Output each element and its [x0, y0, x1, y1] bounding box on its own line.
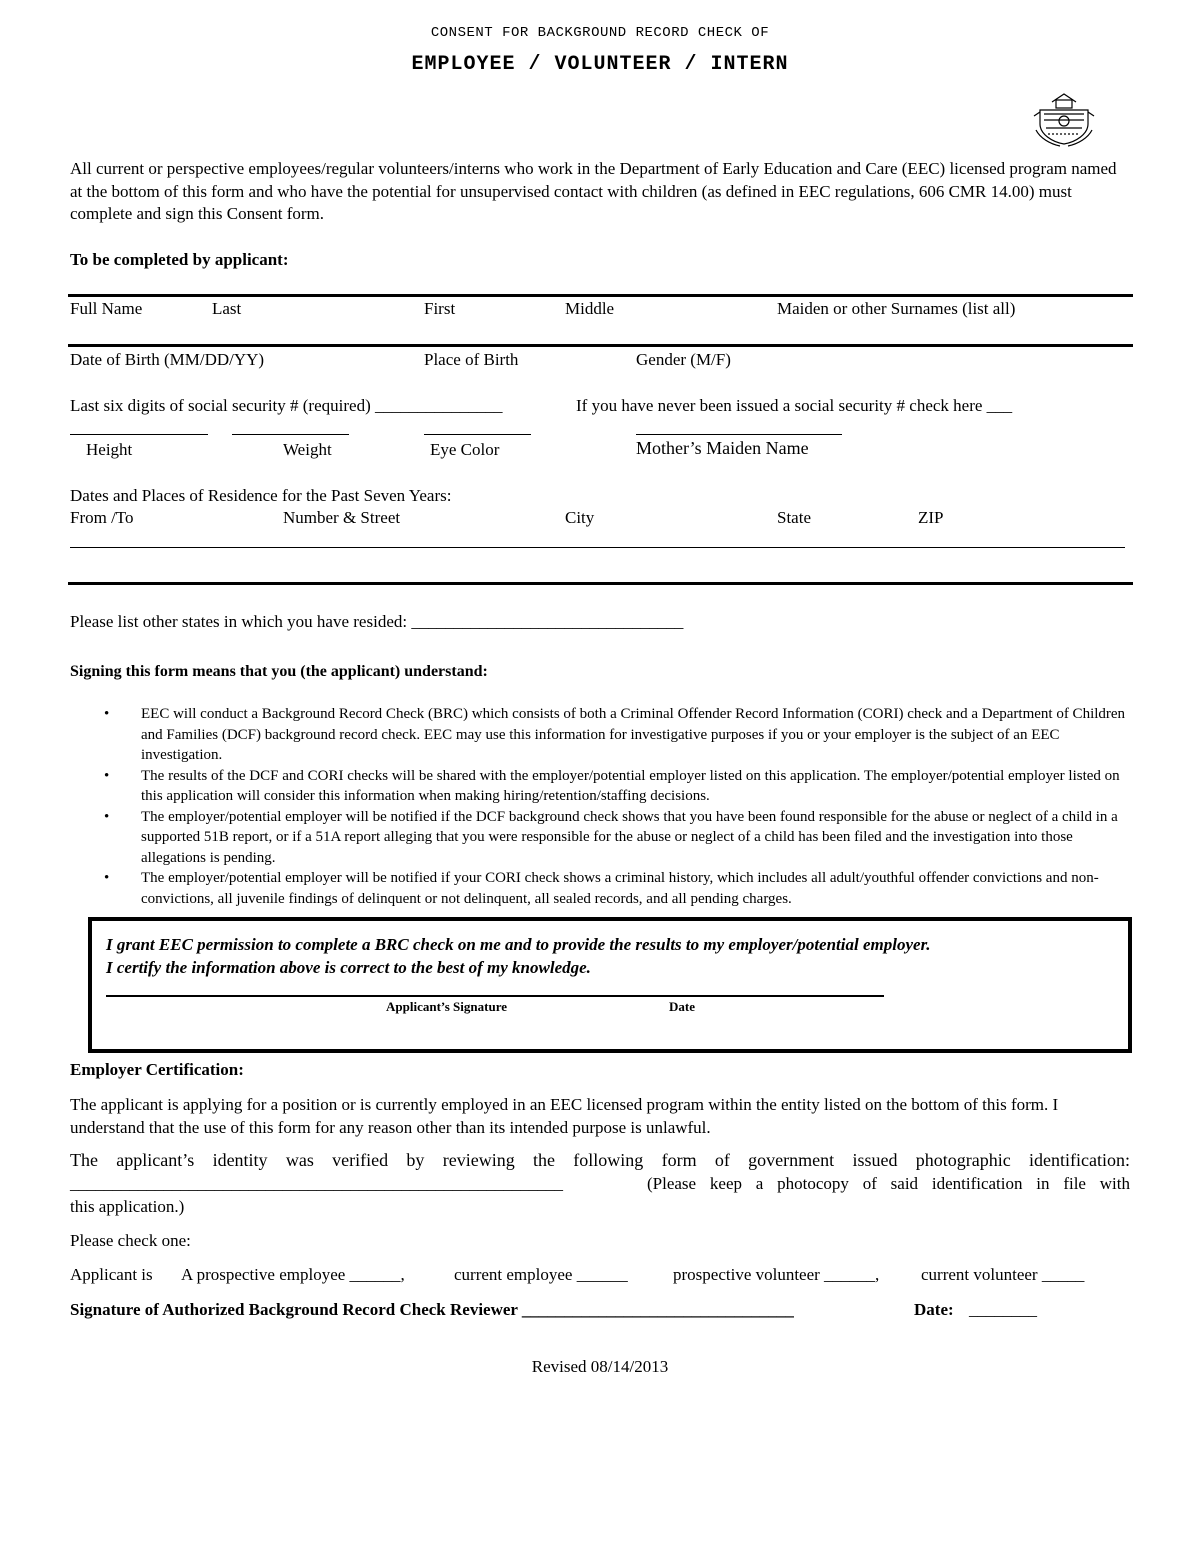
identity-photocopy-note: (Please keep a photocopy of said identification in file with: [647, 1174, 1130, 1193]
understand-item: [104, 807, 1134, 869]
dob-label: Date of Birth (MM/DD/YY): [70, 350, 265, 369]
identity-verified-text: The applicant’s identity was verified by reviewing the following form of government issued photographic identification:: [70, 1150, 1130, 1170]
weight-field-line[interactable]: [232, 434, 349, 435]
employer-cert-paragraph: The applicant is applying for a position or is currently employed in an EEC licensed program within the entity listed on the bottom of this form. I understand that the use of this form for any reason other than its intended purpose is unlawful.: [70, 1095, 1059, 1137]
residence-heading: Dates and Places of Residence for the Past Seven Years:: [70, 486, 452, 505]
residence-city-label: City: [565, 508, 595, 527]
consent-grant-line: I grant EEC permission to complete a BRC check on me and to provide the results to my employer/potential employer.: [106, 935, 931, 954]
bullet-icon: •: [104, 808, 110, 825]
check-one-label: Please check one:: [70, 1231, 191, 1250]
gender-label: Gender (M/F): [636, 350, 731, 369]
residence-zip-label: ZIP: [918, 508, 944, 527]
eye-color-label: Eye Color: [430, 440, 500, 459]
form-title: EMPLOYEE / VOLUNTEER / INTERN: [411, 53, 789, 76]
section-divider-dob: [68, 344, 1133, 347]
current-volunteer-option[interactable]: current volunteer _____: [921, 1265, 1085, 1284]
form-supertitle: CONSENT FOR BACKGROUND RECORD CHECK OF: [430, 25, 770, 41]
height-label: Height: [86, 440, 133, 459]
residence-entry-line[interactable]: [70, 547, 1125, 548]
middle-name-label: Middle: [565, 299, 615, 318]
last-name-label: Last: [212, 299, 242, 318]
identity-id-field[interactable]: __________________________________________________________: [70, 1174, 563, 1193]
understand-item: [104, 766, 1134, 807]
reviewer-date-label: Date:: [914, 1300, 954, 1319]
understand-item-text: The results of the DCF and CORI checks will be shared with the employer/potential employer listed on this application. The employer/potential employer listed on this application will consider this information when making hiring/retention/staffing decisions.: [141, 767, 1120, 804]
section-divider-top: [68, 294, 1133, 297]
employer-cert-heading: Employer Certification:: [70, 1060, 244, 1079]
understand-heading: Signing this form means that you (the applicant) understand:: [70, 663, 488, 680]
prospective-employee-option[interactable]: A prospective employee ______,: [181, 1265, 405, 1284]
identity-photocopy-note-end: this application.): [70, 1197, 185, 1216]
understand-item-text: The employer/potential employer will be notified if the DCF background check shows that you have been found responsible for the abuse or neglect of a child in a supported 51B report, or if a 51A report alleging that you were responsible for the abuse or neglect of a child has been filed and the investigation into those allegations is pending.: [141, 808, 1118, 866]
bullet-icon: •: [104, 870, 110, 886]
applicant-is-label: Applicant is: [70, 1265, 153, 1284]
revised-date: Revised 08/14/2013: [531, 1357, 669, 1376]
residence-from-to-label: From /To: [70, 508, 134, 527]
section-divider-bottom: [68, 582, 1133, 585]
height-field-line[interactable]: [70, 434, 208, 435]
consent-certify-line: I certify the information above is correct to the best of my knowledge.: [106, 958, 591, 977]
place-of-birth-label: Place of Birth: [424, 350, 519, 369]
mothers-maiden-field-line[interactable]: [636, 434, 842, 435]
weight-label: Weight: [283, 440, 332, 459]
residence-state-label: State: [777, 508, 811, 527]
residence-street-label: Number & Street: [283, 508, 401, 527]
intro-paragraph: All current or perspective employees/regular volunteers/interns who work in the Department of Early Education and Care (EEC) licensed program named at the bottom of this form and who have the potential for unsupervised contact with children (as defined in EEC regulations, 606 CMR 14.00) must complete and sign this Consent form.: [70, 159, 1117, 223]
understand-list: [104, 704, 1134, 909]
mothers-maiden-label: Mother’s Maiden Name: [636, 438, 809, 458]
maiden-name-label: Maiden or other Surnames (list all): [777, 299, 1016, 318]
consent-text: [106, 933, 931, 979]
applicant-signature-line[interactable]: [106, 995, 884, 997]
reviewer-date-field[interactable]: ________: [969, 1300, 1037, 1319]
ssn-label: Last six digits of social security # (required) _______________: [70, 396, 503, 415]
current-employee-option[interactable]: current employee ______: [454, 1265, 628, 1284]
understand-item-text: EEC will conduct a Background Record Check (BRC) which consists of both a Criminal Offender Record Information (CORI) check and a Department of Children and Families (DCF) background record check. EEC may use this information for investigative purposes if you or your employer is the subject of an EEC investigation.: [141, 706, 1126, 763]
applicant-section-heading: To be completed by applicant:: [70, 250, 289, 269]
first-name-label: First: [424, 299, 456, 318]
understand-item-text: The employer/potential employer will be notified if your CORI check shows a criminal history, which includes all adult/youthful offender convictions and non-convictions, all juvenile findings of delinquent or not delinquent, all sealed records, and all pending charges.: [141, 870, 1099, 907]
full-name-label: Full Name: [70, 299, 143, 318]
bullet-icon: •: [104, 767, 110, 784]
bullet-icon: •: [104, 706, 110, 722]
consent-box: [88, 917, 1132, 1053]
state-seal-icon: [1030, 90, 1098, 148]
applicant-signature-label: Applicant’s Signature: [386, 999, 507, 1014]
other-states-field[interactable]: Please list other states in which you have resided: ________________________________: [70, 612, 684, 631]
reviewer-signature-field[interactable]: Signature of Authorized Background Record Check Reviewer ________________________________: [70, 1300, 794, 1319]
understand-item: [104, 868, 1134, 909]
eye-color-field-line[interactable]: [424, 434, 531, 435]
prospective-volunteer-option[interactable]: prospective volunteer ______,: [673, 1265, 880, 1284]
ssn-never-issued-label: If you have never been issued a social security # check here ___: [576, 396, 1013, 415]
applicant-date-label: Date: [669, 999, 695, 1014]
understand-item: [104, 704, 1134, 766]
